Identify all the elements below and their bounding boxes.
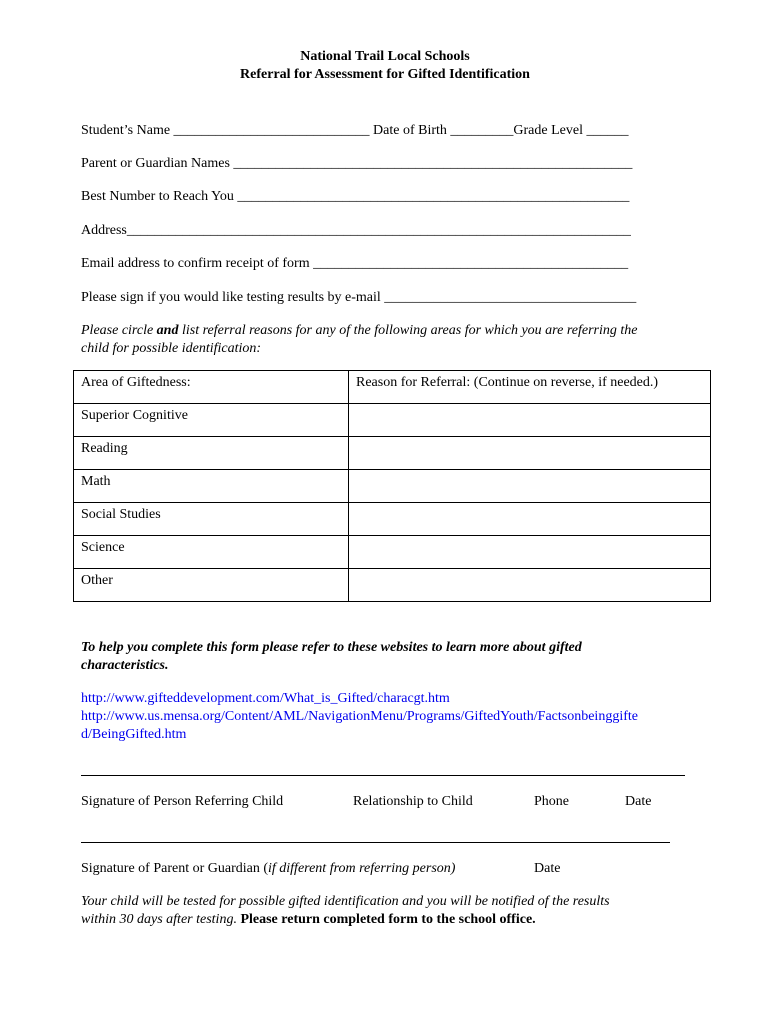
table-row (74, 470, 711, 503)
form-title: Referral for Assessment for Gifted Identification (240, 67, 530, 82)
table-header-row (74, 371, 711, 404)
table-row (74, 437, 711, 470)
parent-signature-note: if different from referring person) (268, 861, 456, 876)
area-cell[interactable]: Math (74, 470, 349, 503)
area-cell[interactable]: Superior Cognitive (74, 404, 349, 437)
table-row (74, 569, 711, 602)
return-instruction: Please return completed form to the school office. (240, 912, 536, 927)
sign-results-field[interactable]: Please sign if you would like testing results by e-mail ____________________________________ (81, 290, 637, 305)
instructions-part2: list referral reasons for any of the following areas for which you are referring the (178, 323, 638, 338)
instructions-line-1 (81, 323, 637, 339)
area-cell[interactable]: Other (74, 569, 349, 602)
referrer-signature-line[interactable] (81, 775, 685, 776)
help-line-2: characteristics. (81, 658, 169, 673)
reason-cell[interactable] (349, 569, 711, 602)
link-mensa-line-1[interactable]: http://www.us.mensa.org/Content/AML/NavigationMenu/Programs/GiftedYouth/Factsonbeinggifte (81, 709, 638, 724)
reason-cell[interactable] (349, 536, 711, 569)
instructions-part1: Please circle (81, 323, 157, 338)
parent-signature-line[interactable] (81, 842, 670, 843)
reason-cell[interactable] (349, 503, 711, 536)
school-name: National Trail Local Schools (300, 49, 470, 64)
parent-names-field[interactable]: Parent or Guardian Names _________________________________________________________ (81, 156, 633, 171)
link-gifted-development[interactable]: http://www.gifteddevelopment.com/What_is_Gifted/characgt.htm (81, 691, 450, 706)
phone-label: Phone (534, 794, 569, 809)
header-reason: Reason for Referral: (Continue on reverse, if needed.) (349, 371, 711, 404)
area-cell[interactable]: Social Studies (74, 503, 349, 536)
notice-line-2 (81, 912, 536, 928)
email-field[interactable]: Email address to confirm receipt of form _____________________________________________ (81, 256, 629, 271)
instructions-and: and (156, 323, 179, 338)
instructions-line-2: child for possible identification: (81, 341, 262, 356)
area-cell[interactable]: Science (74, 536, 349, 569)
table-row (74, 536, 711, 569)
date-label-2: Date (534, 861, 561, 876)
reason-cell[interactable] (349, 404, 711, 437)
best-number-field[interactable]: Best Number to Reach You ________________________________________________________ (81, 189, 630, 204)
header-area: Area of Giftedness: (74, 371, 349, 404)
relationship-label: Relationship to Child (353, 794, 473, 809)
referrer-signature-label: Signature of Person Referring Child (81, 794, 284, 809)
table-row (74, 503, 711, 536)
student-name-field[interactable]: Student’s Name ____________________________ Date of Birth _________Grade Level ______ (81, 123, 629, 138)
parent-signature-label (81, 861, 455, 877)
parent-signature-text: Signature of Parent or Guardian ( (81, 861, 268, 876)
link-mensa-line-2[interactable]: d/BeingGifted.htm (81, 727, 187, 742)
area-cell[interactable]: Reading (74, 437, 349, 470)
reason-cell[interactable] (349, 437, 711, 470)
reason-cell[interactable] (349, 470, 711, 503)
notice-text: within 30 days after testing. (81, 912, 237, 927)
notice-line-1: Your child will be tested for possible gifted identification and you will be notified of the results (81, 894, 610, 909)
date-label-1: Date (625, 794, 652, 809)
help-line-1: To help you complete this form please refer to these websites to learn more about gifted (81, 640, 582, 655)
address-field[interactable]: Address________________________________________________________________________ (81, 223, 631, 238)
giftedness-table (73, 370, 711, 602)
table-row (74, 404, 711, 437)
